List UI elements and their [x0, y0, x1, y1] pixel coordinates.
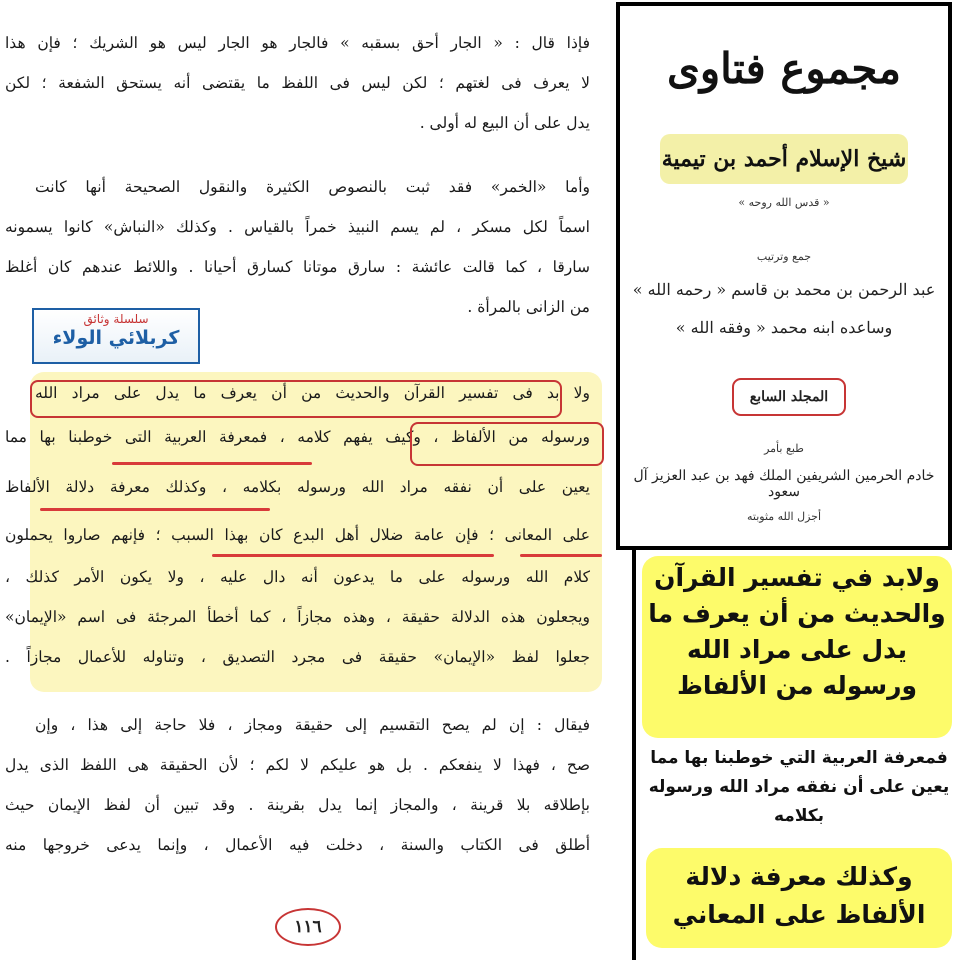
annotation-underline: [112, 462, 312, 465]
text-line: فيقال : إن لم يصح التقسيم إلى حقيقة ومجاز ، فلا حاجة إلى هذا ، وإن: [35, 716, 590, 734]
text-line: بإطلاقه بلا قرينة ، والمجاز إنما يدل بقرينة . وقد تبين أن لفظ الإيمان حيث: [5, 796, 590, 814]
callout-second: فمعرفة العربية التي خوطبنا بها مما يعين على أن نفقه مراد الله ورسوله بكلامه: [648, 748, 950, 826]
text-line: صح ، فهذا لا ينفعكم . بل هو عليكم لا لكم ؛ لأن الحقيقة هى اللفظ الذى يدل: [5, 756, 590, 774]
callout-third: وكذلك معرفة دلالة الألفاظ على المعاني: [646, 848, 952, 948]
text-line: ولا بد فى تفسير القرآن والحديث من أن يعرف ما يدل على مراد الله: [35, 384, 590, 402]
text-line: أطلق فى الكتاب والسنة ، دخلت فيه الأعمال ، وإنما يدعى خروجها منه: [5, 836, 590, 854]
logo-title: كربلائي الولاء: [52, 327, 180, 349]
text-line: من الزانى بالمرأة .: [467, 298, 590, 316]
cover-patron: خادم الحرمين الشريفين الملك فهد بن عبد العزيز آل سعود: [633, 468, 935, 500]
text-line: فإذا قال : « الجار أحق بسقبه » فالجار هو الجار ليس هو الشريك ؛ فإن هذا: [5, 34, 590, 52]
callout-first: ولابد في تفسير القرآن والحديث من أن يعرف ما يدل على مراد الله ورسوله من الألفاظ: [642, 556, 952, 738]
cover-assistant: وساعده ابنه محمد « وفقه الله »: [675, 318, 893, 337]
text-line: ويجعلون هذه الدلالة حقيقة ، وهذه مجازاً ، كما أخطأ المرجئة فى اسم «الإيمان»: [5, 608, 590, 626]
text-line: اسماً لكل مسكر ، لم يسم النبيذ خمراً بالقياس . وكذلك «النباش» كانوا يسمونه: [5, 218, 590, 236]
cover-printed-label: طبع بأمر: [764, 442, 804, 455]
book-cover: [616, 2, 952, 550]
logo-subtitle: سلسلة وثائق: [83, 312, 149, 326]
text-line: ورسوله من الألفاظ ، وكيف يفهم كلامه ، فمعرفة العربية التى خوطبنا بها مما: [5, 428, 590, 446]
watermark-logo: [32, 308, 200, 364]
page-number: ١١٦: [275, 908, 341, 946]
text-line: يدل على أن البيع له أولى .: [419, 114, 590, 132]
text-line: يعين على أن نفقه مراد الله ورسوله بكلامه ، وكذلك معرفة دلالة الألفاظ: [5, 478, 590, 496]
cover-compiler: عبد الرحمن بن محمد بن قاسم « رحمه الله »: [632, 280, 936, 299]
cover-blessing: « قدس الله روحه »: [738, 196, 830, 209]
text-line: على المعانى ؛ فإن عامة ضلال أهل البدع كان بهذا السبب ؛ فإنهم صاروا يحملون: [5, 526, 590, 544]
text-line: جعلوا لفظ «الإيمان» حقيقة فى مجرد التصديق ، وتناوله للأعمال مجازاً .: [5, 648, 590, 666]
cover-endowment: أجزل الله مثوبته: [746, 510, 822, 523]
cover-compiled-label: جمع وترتيب: [756, 250, 812, 263]
cover-volume: المجلد السابع: [732, 378, 846, 416]
text-line: سارقا ، كما قالت عائشة : سارق موتانا كسارق أحيانا . واللائط عندهم كان أغلظ: [5, 258, 590, 276]
text-line: وأما «الخمر» فقد ثبت بالنصوص الكثيرة والنقول الصحيحة أنها كانت: [35, 178, 590, 196]
annotation-underline: [212, 554, 494, 557]
annotation-box-second-line: [410, 422, 604, 466]
cover-title: مجموع فتاوى: [667, 44, 901, 93]
text-line: لا يعرف فى لغتهم ؛ لكن ليس فى اللفظ ما يقتضى أنه يستحق الشفعة ؛ لكن: [5, 74, 590, 92]
annotation-box-first-line: [30, 380, 562, 418]
annotation-underline: [520, 554, 602, 557]
text-line: كلام الله ورسوله على ما يدعون أنه دال عليه ، ولا يكون الأمر كذلك ،: [5, 568, 590, 586]
annotation-underline: [40, 508, 270, 511]
cover-author: شيخ الإسلام أحمد بن تيمية: [660, 134, 908, 184]
